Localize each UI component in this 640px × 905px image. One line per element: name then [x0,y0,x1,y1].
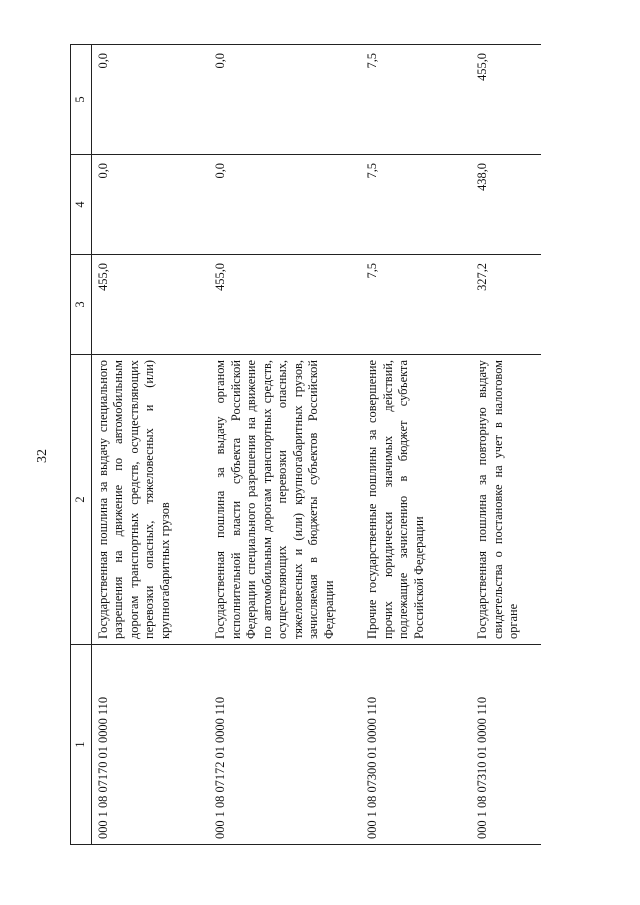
description-cell: Прочие государственные пошлины за совершение прочих юридически значимых действий, подлежащие зачислению в бюджет субъекта Российской Федерации [361,355,471,645]
value-col-3-cell: 7,5 [361,255,471,355]
table-row [91,45,209,845]
header-col-2: 2 [71,355,92,645]
value-col-5-cell: 455,0 [471,45,541,155]
header-col-1: 1 [71,645,92,845]
value-col-3-cell: 455,0 [209,255,361,355]
header-col-3: 3 [71,255,92,355]
value-col-3-cell: 455,0 [91,255,209,355]
value-col-5-cell: 0,0 [91,45,209,155]
value-col-4-cell: 0,0 [209,155,361,255]
value-col-5-cell: 7,5 [361,45,471,155]
header-col-4: 4 [71,155,92,255]
rotated-table-container [70,45,540,845]
value-col-5-cell: 0,0 [209,45,361,155]
budget-revenue-table [70,44,541,845]
description-cell: Государственная пошлина за выдачу органом исполнительной власти субъекта Российской Федерации специального разрешения на движение по автомобильным дорогам транспортных средств, осуществляющих перевозки опасных, тяжеловесных и (или) крупногабаритных грузов, зачисляемая в бюджеты субъектов Российской Федерации [209,355,361,645]
description-cell: Государственная пошлина за повторную выдачу свидетельства о постановке на учет в налоговом органе [471,355,541,645]
value-col-4-cell: 438,0 [471,155,541,255]
budget-code-cell: 000 1 08 07300 01 0000 110 [361,645,471,845]
value-col-4-cell: 7,5 [361,155,471,255]
budget-code-cell: 000 1 08 07310 01 0000 110 [471,645,541,845]
budget-code-cell: 000 1 08 07170 01 0000 110 [91,645,209,845]
table-row [361,45,471,845]
page-number: 32 [35,449,50,463]
value-col-4-cell: 0,0 [91,155,209,255]
table-row [471,45,541,845]
table-header-row [71,45,92,845]
table-row [209,45,361,845]
description-cell: Государственная пошлина за выдачу специального разрешения на движение по автомобильным дорогам транспортных средств, осуществляющих перевозки опасных, тяжеловесных и (или) крупногабаритных грузов [91,355,209,645]
header-col-5: 5 [71,45,92,155]
budget-code-cell: 000 1 08 07172 01 0000 110 [209,645,361,845]
value-col-3-cell: 327,2 [471,255,541,355]
